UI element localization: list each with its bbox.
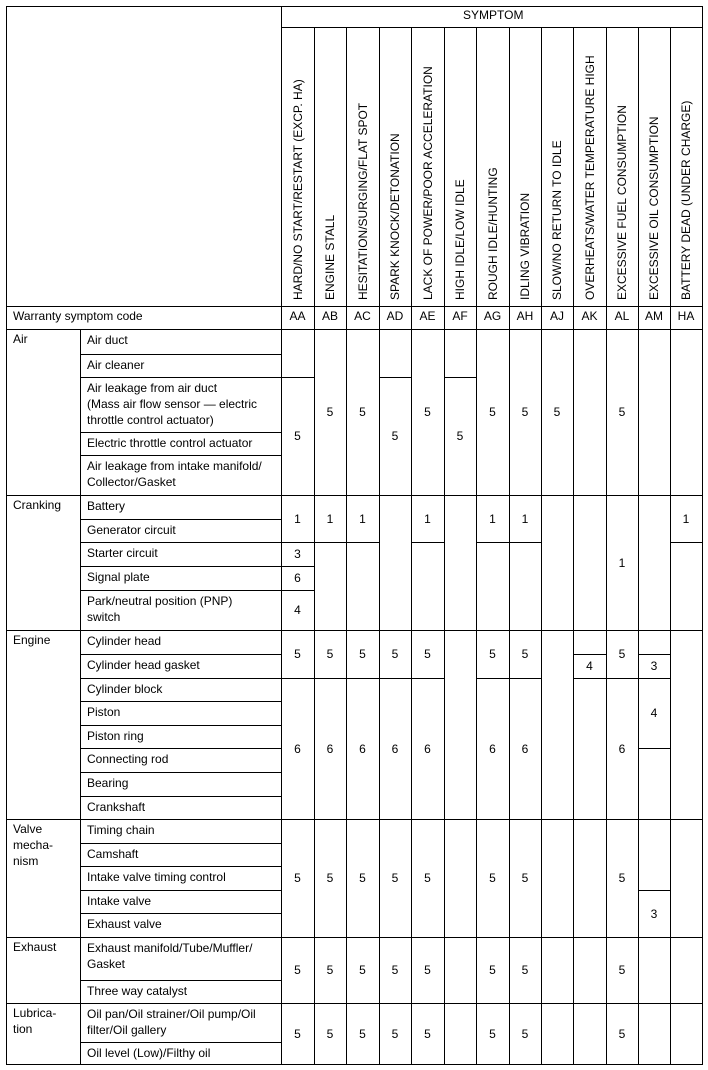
symptom-value: 1 xyxy=(618,555,626,570)
value-cell-border xyxy=(314,630,347,631)
value-cell-border xyxy=(411,819,445,820)
item-separator xyxy=(80,866,282,867)
value-cell-border xyxy=(281,819,315,820)
value-cell-border xyxy=(444,495,477,496)
column-header-line xyxy=(541,27,542,330)
symptom-value: 5 xyxy=(489,647,496,661)
symptom-code: HA xyxy=(677,309,695,323)
item-label: Air duct xyxy=(87,333,128,347)
symptom-value: 5 xyxy=(294,647,301,661)
symptom-code: AE xyxy=(419,309,436,323)
symptom-value: 5 xyxy=(618,1026,626,1041)
outer-border xyxy=(702,6,703,1065)
group-label: Valve xyxy=(13,822,43,836)
value-cell-border xyxy=(573,678,607,679)
item-label: throttle control actuator) xyxy=(87,413,214,427)
symptom-value: 5 xyxy=(553,405,561,419)
column-line xyxy=(670,329,671,1065)
item-separator xyxy=(80,590,282,591)
symptom-value: 5 xyxy=(489,963,496,977)
item-separator xyxy=(80,630,282,631)
value-cell-border xyxy=(509,1003,542,1004)
item-label: Cylinder block xyxy=(87,682,163,696)
symptom-value: 5 xyxy=(359,1026,366,1041)
column-header-line xyxy=(379,27,380,330)
symptom-value: 5 xyxy=(391,1026,399,1041)
symptom-value: 5 xyxy=(424,647,431,661)
item-label: Intake valve xyxy=(87,894,152,908)
item-label: Timing chain xyxy=(87,823,155,837)
item-label: Oil pan/Oil strainer/Oil pump/Oil xyxy=(87,1007,256,1021)
group-label: mecha- xyxy=(13,838,54,852)
column-header-line xyxy=(509,27,510,330)
symptom-code: AM xyxy=(645,309,663,323)
group-label: nism xyxy=(13,854,39,868)
value-cell-border xyxy=(411,495,445,496)
symptom-value: 6 xyxy=(521,741,529,756)
item-label: Three way catalyst xyxy=(87,984,188,998)
value-cell-border xyxy=(314,1003,347,1004)
group-label: Engine xyxy=(13,633,51,647)
item-label: Piston xyxy=(87,705,121,719)
group-label: Cranking xyxy=(13,498,62,512)
value-cell-border xyxy=(281,377,315,378)
value-cell-border xyxy=(281,542,315,543)
item-label: switch xyxy=(87,610,121,624)
symptom-value: 6 xyxy=(618,741,626,756)
value-cell-border xyxy=(509,678,542,679)
value-cell-border xyxy=(314,678,347,679)
column-header-line xyxy=(314,27,315,330)
symptom-value: 1 xyxy=(682,511,690,526)
item-label: Exhaust valve xyxy=(87,917,162,931)
symptom-value: 5 xyxy=(294,871,301,885)
value-cell-border xyxy=(314,495,347,496)
column-header: EXCESSIVE OIL CONSUMPTION xyxy=(647,116,661,300)
item-separator xyxy=(80,678,282,679)
symptom-code: AJ xyxy=(549,309,564,323)
value-cell-border xyxy=(314,937,347,938)
value-cell-border xyxy=(509,542,542,543)
symptom-value: 5 xyxy=(424,1026,431,1041)
group-column-line xyxy=(80,329,81,1065)
symptom-value: 5 xyxy=(521,647,529,661)
outer-border xyxy=(6,6,703,7)
value-cell-border xyxy=(476,1064,510,1065)
column-header: SPARK KNOCK/DETONATION xyxy=(388,133,402,300)
column-header-line xyxy=(670,27,671,330)
symptom-value: 5 xyxy=(424,405,431,419)
symptom-code: AA xyxy=(289,309,306,323)
symptom-code: AG xyxy=(483,309,502,323)
value-cell-border xyxy=(379,630,412,631)
symptom-value: 4 xyxy=(650,706,658,720)
item-label: filter/Oil gallery xyxy=(87,1023,167,1037)
value-cell-border xyxy=(346,819,380,820)
value-cell-border xyxy=(444,377,477,378)
symptom-value: 6 xyxy=(489,741,496,756)
column-line xyxy=(444,329,445,1065)
symptom-value: 5 xyxy=(424,963,431,977)
value-cell-border xyxy=(411,678,445,679)
symptom-code: AL xyxy=(614,309,630,323)
symptom-value: 5 xyxy=(521,405,529,419)
symptom-value: 5 xyxy=(521,963,529,977)
item-label: (Mass air flow sensor — electric xyxy=(87,397,258,411)
item-separator xyxy=(80,980,282,981)
value-cell-border xyxy=(476,937,510,938)
value-cell-border xyxy=(379,937,412,938)
value-cell-border xyxy=(606,1003,639,1004)
item-separator xyxy=(80,542,282,543)
item-label: Cylinder head gasket xyxy=(87,658,200,672)
symptom-value: 6 xyxy=(359,741,366,756)
symptom-code: AD xyxy=(386,309,404,323)
group-label: Lubrica- xyxy=(13,1006,57,1020)
symptom-header: SYMPTOM xyxy=(463,8,524,22)
symptom-value: 5 xyxy=(326,405,334,419)
item-separator xyxy=(80,455,282,456)
symptom-value: 1 xyxy=(294,511,301,526)
value-cell-border xyxy=(411,937,445,938)
value-cell-border xyxy=(411,630,445,631)
item-separator xyxy=(80,519,282,520)
item-label: Signal plate xyxy=(87,570,150,584)
item-label: Park/neutral position (PNP) xyxy=(87,594,233,608)
value-cell-border xyxy=(476,329,510,330)
value-cell-border xyxy=(670,542,703,543)
column-header: ENGINE STALL xyxy=(323,214,337,300)
item-separator xyxy=(80,725,282,726)
column-header-line xyxy=(476,27,477,330)
symptom-code: AH xyxy=(516,309,534,323)
value-cell-border xyxy=(476,678,510,679)
item-separator xyxy=(80,566,282,567)
symptom-value: 5 xyxy=(359,963,366,977)
value-cell-border xyxy=(346,1064,380,1065)
item-label: Generator circuit xyxy=(87,523,176,537)
symptom-area-border xyxy=(281,6,282,1065)
column-header: OVERHEATS/WATER TEMPERATURE HIGH xyxy=(582,55,597,300)
item-label: Electric throttle control actuator xyxy=(87,436,253,450)
value-cell-border xyxy=(281,495,315,496)
value-cell-border xyxy=(281,1064,315,1065)
symptom-value: 5 xyxy=(391,871,399,885)
item-separator xyxy=(80,377,282,378)
symptom-value: 5 xyxy=(294,429,301,443)
column-header: HARD/NO START/RESTART (EXCP. HA) xyxy=(290,79,305,300)
value-cell-border xyxy=(606,819,639,820)
symptom-value: 5 xyxy=(521,1026,529,1041)
symptom-value: 6 xyxy=(294,571,301,585)
group-label: Air xyxy=(13,332,28,346)
symptom-value: 1 xyxy=(521,511,529,526)
value-cell-border xyxy=(638,937,671,938)
symptom-value: 3 xyxy=(650,906,658,921)
symptom-code: AF xyxy=(452,309,468,323)
value-cell-border xyxy=(476,1003,510,1004)
value-cell-border xyxy=(314,1064,347,1065)
item-separator xyxy=(80,843,282,844)
value-cell-border xyxy=(281,937,315,938)
value-cell-border xyxy=(476,542,510,543)
symptom-value: 1 xyxy=(489,511,496,526)
symptom-code: AB xyxy=(321,309,338,323)
item-label: Camshaft xyxy=(87,847,139,861)
column-header: IDLING VIBRATION xyxy=(518,192,532,300)
symptom-header-line xyxy=(281,27,703,28)
value-cell-border xyxy=(541,329,574,330)
value-cell-border xyxy=(638,748,671,749)
value-cell-border xyxy=(670,495,703,496)
item-label: Cylinder head xyxy=(87,634,162,648)
symptom-value: 5 xyxy=(326,1026,334,1041)
value-cell-border xyxy=(314,542,347,543)
item-label: Battery xyxy=(87,499,126,513)
column-header: HIGH IDLE/LOW IDLE xyxy=(453,179,467,300)
symptom-value: 5 xyxy=(294,1026,301,1041)
value-cell-border xyxy=(379,1003,412,1004)
value-cell-border xyxy=(476,495,510,496)
column-header: HESITATION/SURGING/FLAT SPOT xyxy=(355,102,370,300)
value-cell-border xyxy=(638,890,671,891)
value-cell-border xyxy=(606,630,639,631)
value-cell-border xyxy=(509,630,542,631)
symptom-value: 5 xyxy=(521,871,529,885)
value-cell-border xyxy=(476,630,510,631)
item-separator xyxy=(80,1042,282,1043)
symptom-value: 5 xyxy=(489,871,496,885)
item-separator xyxy=(80,701,282,702)
value-cell-border xyxy=(638,678,671,679)
symptom-value: 1 xyxy=(326,511,334,526)
symptom-code: AC xyxy=(354,309,371,323)
column-line xyxy=(509,329,510,1065)
value-cell-border xyxy=(314,819,347,820)
column-line xyxy=(346,329,347,1065)
value-cell-border xyxy=(606,678,639,679)
item-separator xyxy=(80,1003,282,1004)
symptom-value: 5 xyxy=(391,963,399,977)
column-header-line xyxy=(573,27,574,330)
value-cell-border xyxy=(281,590,315,591)
value-cell-border xyxy=(541,495,574,496)
symptom-value: 3 xyxy=(294,547,301,561)
value-cell-border xyxy=(281,1003,315,1004)
symptom-value: 5 xyxy=(489,405,496,419)
symptom-value: 5 xyxy=(359,871,366,885)
symptom-value: 5 xyxy=(456,429,464,443)
symptom-value: 5 xyxy=(618,963,626,977)
item-separator xyxy=(80,890,282,891)
column-line xyxy=(606,329,607,1065)
value-cell-border xyxy=(346,1003,380,1004)
symptom-value: 5 xyxy=(618,405,626,419)
value-cell-border xyxy=(281,630,315,631)
item-label: Gasket xyxy=(87,957,126,971)
value-cell-border xyxy=(509,1064,542,1065)
item-separator xyxy=(80,354,282,355)
value-cell-border xyxy=(411,1064,445,1065)
item-separator xyxy=(80,937,282,938)
item-label: Starter circuit xyxy=(87,546,158,560)
item-label: Collector/Gasket xyxy=(87,475,176,489)
item-separator xyxy=(80,913,282,914)
value-cell-border xyxy=(476,819,510,820)
symptom-value: 6 xyxy=(294,741,301,756)
item-separator xyxy=(80,495,282,496)
symptom-value: 3 xyxy=(650,659,658,673)
symptom-value: 5 xyxy=(489,1026,496,1041)
symptom-value: 5 xyxy=(618,871,626,885)
value-cell-border xyxy=(606,495,639,496)
value-cell-border xyxy=(606,937,639,938)
column-header-line xyxy=(638,27,639,330)
column-line xyxy=(541,329,542,1065)
column-header: ROUGH IDLE/HUNTING xyxy=(485,167,500,300)
value-cell-border xyxy=(346,542,380,543)
item-separator xyxy=(80,772,282,773)
column-header-line xyxy=(606,27,607,330)
item-separator xyxy=(80,748,282,749)
column-line xyxy=(314,329,315,1065)
value-cell-border xyxy=(346,937,380,938)
value-cell-border xyxy=(509,329,542,330)
column-header: BATTERY DEAD (UNDER CHARGE) xyxy=(679,100,693,300)
column-line xyxy=(379,329,380,1065)
symptom-value: 6 xyxy=(424,741,431,756)
value-cell-border xyxy=(379,678,412,679)
item-label: Exhaust manifold/Tube/Muffler/ xyxy=(87,941,253,955)
item-label: Intake valve timing control xyxy=(87,870,226,884)
symptom-value: 6 xyxy=(391,741,399,756)
value-cell-border xyxy=(411,542,445,543)
value-cell-border xyxy=(638,654,671,655)
item-label: Oil level (Low)/Filthy oil xyxy=(87,1046,211,1060)
column-header: EXCESSIVE FUEL CONSUMPTION xyxy=(615,105,629,300)
column-header-line xyxy=(411,27,412,330)
symptom-value: 5 xyxy=(424,871,431,885)
value-cell-border xyxy=(346,630,380,631)
value-cell-border xyxy=(281,566,315,567)
column-line xyxy=(638,329,639,1065)
value-cell-border xyxy=(346,495,380,496)
symptom-value: 5 xyxy=(326,871,334,885)
column-line xyxy=(573,329,574,1065)
value-cell-border xyxy=(606,329,639,330)
symptom-value: 1 xyxy=(424,511,431,526)
symptom-value: 1 xyxy=(359,511,366,526)
item-label: Connecting rod xyxy=(87,752,169,766)
symptom-value: 5 xyxy=(618,647,626,661)
value-cell-border xyxy=(379,495,412,496)
symptom-value: 5 xyxy=(391,647,399,661)
item-separator xyxy=(80,432,282,433)
item-label: Piston ring xyxy=(87,729,144,743)
outer-border xyxy=(6,6,7,1065)
symptom-value: 4 xyxy=(294,603,301,617)
value-cell-border xyxy=(379,1064,412,1065)
value-cell-border xyxy=(314,329,347,330)
column-header: SLOW/NO RETURN TO IDLE xyxy=(550,140,564,300)
column-header: LACK OF POWER/POOR ACCELERATION xyxy=(420,66,435,300)
item-label: Air leakage from intake manifold/ xyxy=(87,459,262,473)
value-cell-border xyxy=(379,377,412,378)
value-cell-border xyxy=(509,495,542,496)
code-row-line xyxy=(6,306,703,307)
symptom-value: 5 xyxy=(326,963,334,977)
symptom-code: AK xyxy=(581,309,598,323)
symptom-value: 5 xyxy=(391,429,399,443)
item-label: Air cleaner xyxy=(87,358,145,372)
symptom-value: 6 xyxy=(326,741,334,756)
value-cell-border xyxy=(509,937,542,938)
column-header-line xyxy=(346,27,347,330)
item-separator xyxy=(80,654,282,655)
item-label: Bearing xyxy=(87,776,129,790)
column-header-line xyxy=(444,27,445,330)
value-cell-border xyxy=(573,654,607,655)
value-cell-border xyxy=(606,1064,639,1065)
item-label: Air leakage from air duct xyxy=(87,381,218,395)
group-label: Exhaust xyxy=(13,940,57,954)
value-cell-border xyxy=(411,329,445,330)
value-cell-border xyxy=(346,329,380,330)
warranty-code-label: Warranty symptom code xyxy=(13,309,143,323)
value-cell-border xyxy=(411,1003,445,1004)
group-label: tion xyxy=(13,1022,33,1036)
value-cell-border xyxy=(509,819,542,820)
symptom-value: 5 xyxy=(359,405,366,419)
symptom-value: 4 xyxy=(586,659,593,673)
symptom-value: 5 xyxy=(326,647,334,661)
value-cell-border xyxy=(346,678,380,679)
symptom-value: 5 xyxy=(359,647,366,661)
value-cell-border xyxy=(281,678,315,679)
item-label: Crankshaft xyxy=(87,800,146,814)
value-cell-border xyxy=(379,819,412,820)
column-line xyxy=(411,329,412,1065)
item-separator xyxy=(80,796,282,797)
item-separator xyxy=(80,819,282,820)
column-line xyxy=(476,329,477,1065)
symptom-value: 5 xyxy=(294,963,301,977)
